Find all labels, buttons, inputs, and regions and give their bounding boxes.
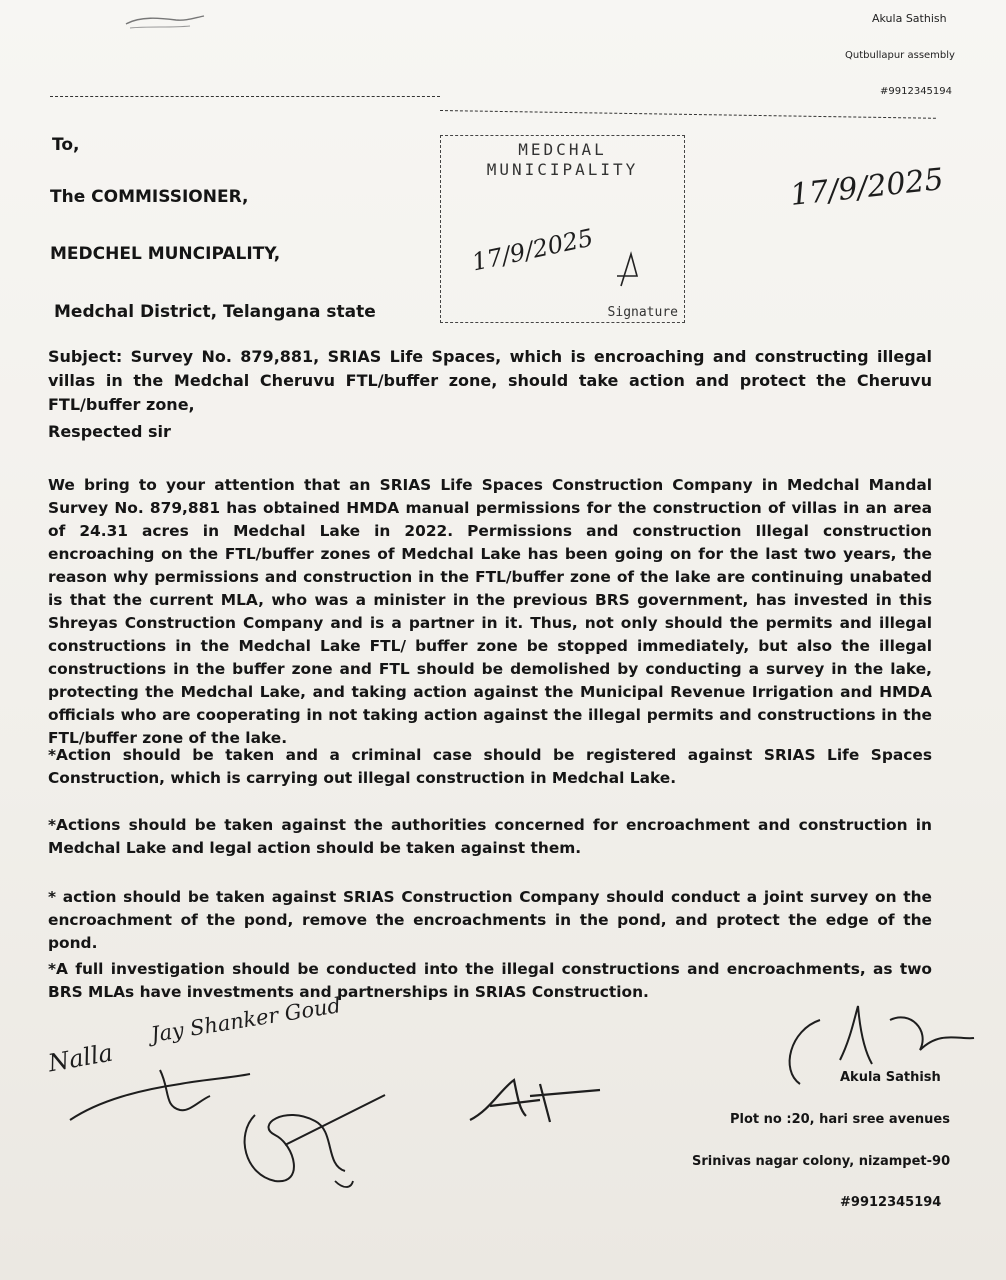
header-phone: #9912345194 bbox=[880, 86, 953, 97]
stamp-initial-mark bbox=[611, 246, 651, 296]
subject-line: Subject: Survey No. 879,881, SRIAS Life Spaces, which is encroaching and constructing illegal villas in the Medchal Cheruvu FTL/buffer zone, should take action and protect the Cheruvu FTL/buffer zone, bbox=[48, 347, 932, 414]
handwritten-date: 17/9/2025 bbox=[788, 162, 946, 213]
signature-scrawl-3 bbox=[460, 1070, 610, 1130]
point-1: *Action should be taken and a criminal case should be registered against SRIAS Life Spaces Construction, which is carrying out illegal construction in Medchal Lake. bbox=[48, 746, 932, 787]
header-name: Akula Sathish bbox=[872, 12, 947, 25]
header-divider-left bbox=[50, 96, 440, 97]
signature-scrawl-2 bbox=[225, 1085, 395, 1200]
header-assembly: Qutbullapur assembly bbox=[845, 50, 955, 61]
handwritten-name-line2: Nalla bbox=[46, 1038, 115, 1078]
salutation: Respected sir bbox=[48, 422, 171, 441]
stamp-line-2: MUNICIPALITY bbox=[486, 160, 639, 179]
sender-phone: #9912345194 bbox=[840, 1195, 942, 1210]
municipal-stamp bbox=[440, 135, 685, 323]
stamp-signature-label: Signature bbox=[607, 305, 678, 320]
header-divider-right bbox=[440, 110, 936, 119]
address-commissioner: The COMMISSIONER, bbox=[50, 187, 249, 207]
sender-name: Akula Sathish bbox=[840, 1070, 941, 1085]
address-to: To, bbox=[52, 135, 80, 155]
body-paragraph: We bring to your attention that an SRIAS Life Spaces Construction Company in Medchal Mandal Survey No. 879,881 has obtained HMDA manual permissions for the construction of villas in an area of 24.31 acres in Medchal Lake in 2022. Permissions and construction Illegal construction encroaching on the FTL/buffer zones of Medchal Lake has been going on for the last two years, the reason why permissions and construction in the FTL/buffer zone of the lake are continuing unabated is that the current MLA, who was a minister in the previous BRS government, has invested in this Shreyas Construction Company and is a partner in it. Thus, not only should the permits and illegal constructions in the Medchal Lake FTL/ buffer zone be stopped immediately, but also the illegal constructions in the buffer zone and FTL should be demolished by conducting a survey in the lake, protecting the Medchal Lake, and taking action against the Municipal Revenue Irrigation and HMDA officials who are cooperating in not taking action against the illegal permits and constructions in the FTL/buffer zone of the lake. bbox=[48, 476, 932, 747]
point-3: * action should be taken against SRIAS Construction Company should conduct a joint survey on the encroachment of the pond, remove the encroachments in the pond, and protect the edge of the pond. bbox=[48, 888, 932, 952]
stamp-line-1: MEDCHAL bbox=[518, 140, 607, 159]
point-2: *Actions should be taken against the authorities concerned for encroachment and construction in Medchal Lake and legal action should be taken against them. bbox=[48, 816, 932, 857]
stamp-date: 17/9/2025 bbox=[469, 223, 596, 277]
sender-colony: Srinivas nagar colony, nizampet-90 bbox=[692, 1154, 951, 1169]
sender-plot: Plot no :20, hari sree avenues bbox=[730, 1112, 950, 1127]
point-4: *A full investigation should be conducted into the illegal constructions and encroachments, as two BRS MLAs have investments and partnerships in SRIAS Construction. bbox=[48, 960, 932, 1001]
address-municipality: MEDCHEL MUNCIPALITY, bbox=[50, 244, 281, 264]
address-district: Medchal District, Telangana state bbox=[54, 302, 376, 322]
top-scribble-mark bbox=[120, 6, 210, 34]
handwritten-name-line1: Jay Shanker Goud bbox=[149, 993, 343, 1047]
